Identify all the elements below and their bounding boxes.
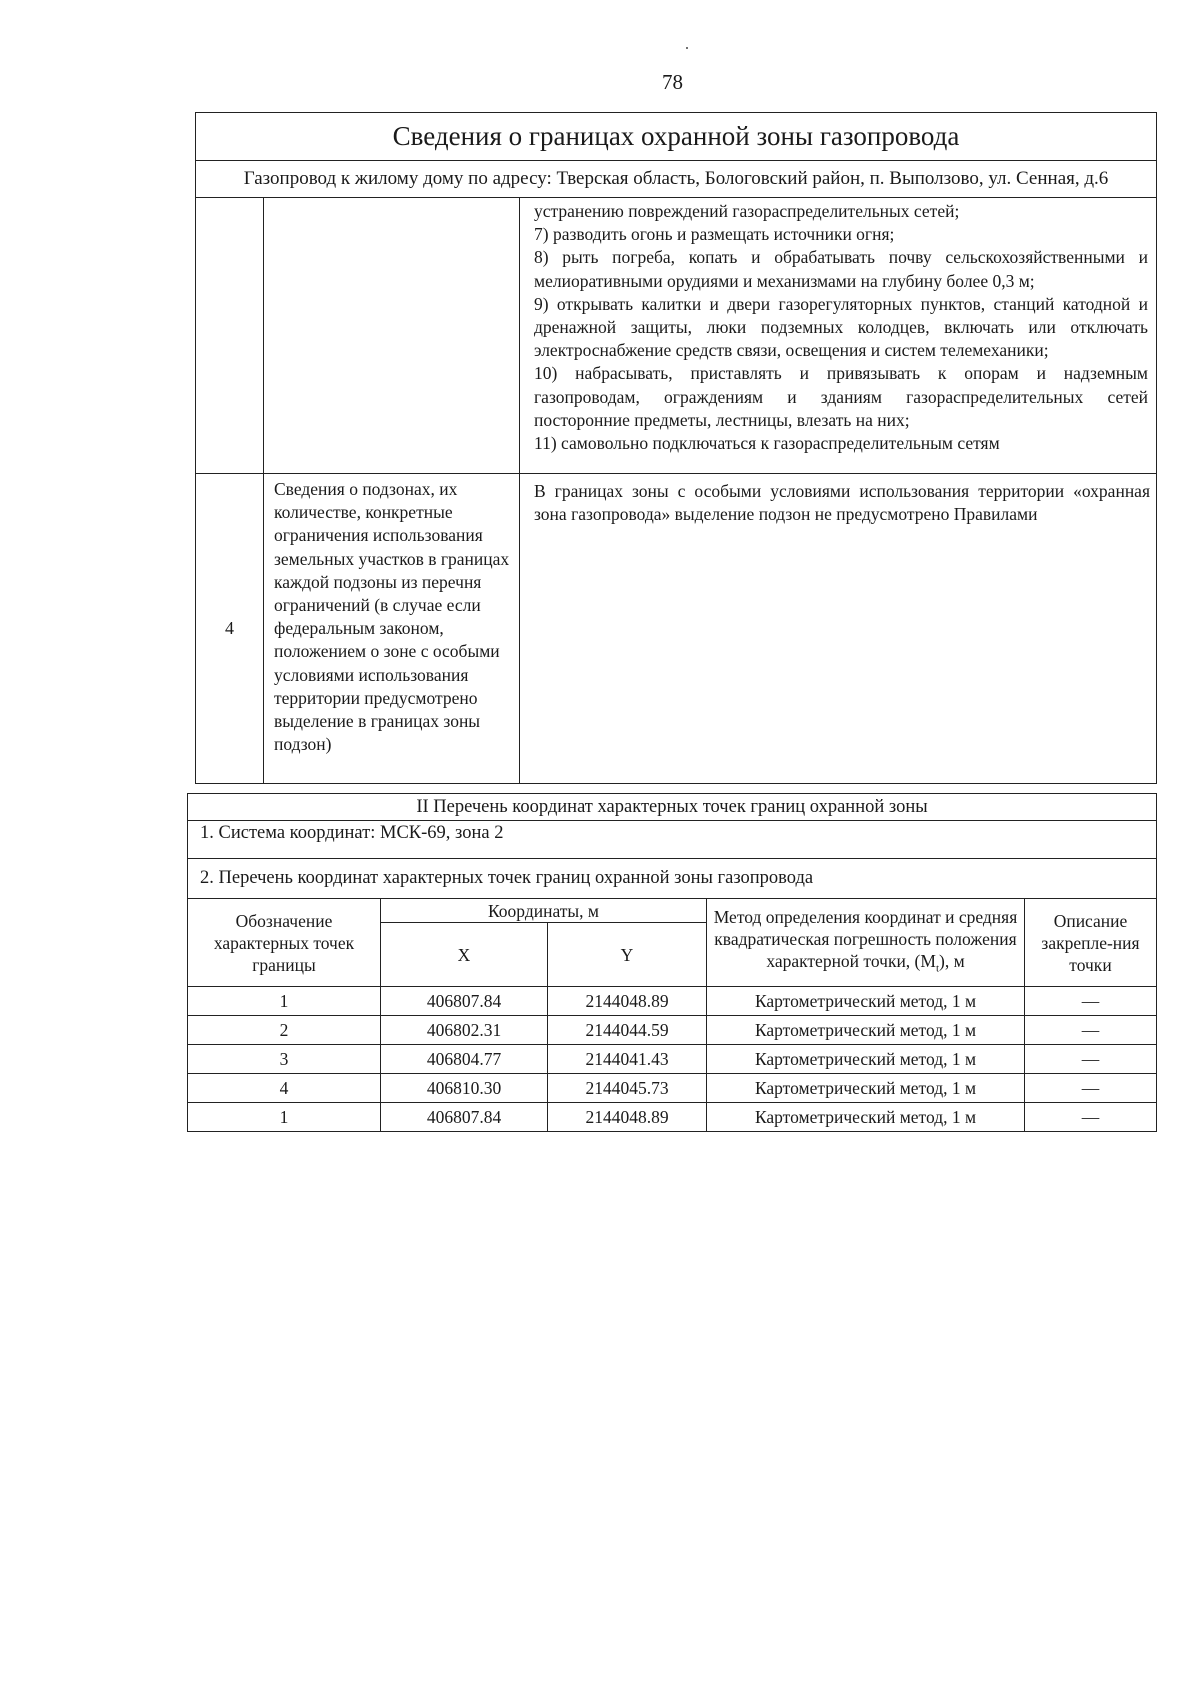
coordinate-list-title: 2. Перечень координат характерных точек границ охранной зоны газопровода	[188, 859, 1157, 899]
method-cell: Картометрический метод, 1 м	[707, 987, 1025, 1016]
fixing-cell: —	[1025, 1045, 1157, 1074]
restriction-item: 8) рыть погреба, копать и обрабатывать почву сельскохозяйственными и мелиоративными орудиями и механизмами на глубину более 0,3 м;	[534, 247, 1148, 291]
x-cell: 406807.84	[381, 1103, 548, 1132]
header-point: Обозначение характерных точек границы	[188, 899, 381, 987]
method-cell: Картометрический метод, 1 м	[707, 1016, 1025, 1045]
restriction-item: 7) разводить огонь и размещать источники огня;	[534, 224, 895, 245]
y-cell: 2144041.43	[548, 1045, 707, 1074]
document-title: Сведения о границах охранной зоны газопровода	[196, 113, 1157, 161]
point-cell: 3	[188, 1045, 381, 1074]
y-cell: 2144044.59	[548, 1016, 707, 1045]
header-coordinates: Координаты, м	[381, 899, 707, 923]
x-cell: 406802.31	[381, 1016, 548, 1045]
restriction-item: устранению повреждений газораспределительных сетей;	[534, 201, 960, 221]
fixing-cell: —	[1025, 1103, 1157, 1132]
table-row	[188, 1074, 1157, 1103]
method-cell: Картометрический метод, 1 м	[707, 1103, 1025, 1132]
fixing-cell: —	[1025, 987, 1157, 1016]
point-cell: 1	[188, 987, 381, 1016]
y-cell: 2144048.89	[548, 1103, 707, 1132]
section-2-heading: II Перечень координат характерных точек границ охранной зоны	[188, 794, 1157, 821]
table-row	[188, 1045, 1157, 1074]
x-cell: 406804.77	[381, 1045, 548, 1074]
restriction-item: 10) набрасывать, приставлять и привязывать к опорам и надземным газопроводам, ограждениям и зданиям газораспределительных сетей посторонние предметы, лестницы, влезать на них;	[534, 363, 1148, 430]
y-cell: 2144045.73	[548, 1074, 707, 1103]
header-method: Метод определения координат и средняя квадратическая погрешность положения характерной точки, $(M_t)$, м	[707, 899, 1025, 987]
x-cell: 406807.84	[381, 987, 548, 1016]
method-cell: Картометрический метод, 1 м	[707, 1045, 1025, 1074]
empty-label-cell	[264, 198, 520, 474]
point-cell: 2	[188, 1016, 381, 1045]
point-cell: 4	[188, 1074, 381, 1103]
y-cell: 2144048.89	[548, 987, 707, 1016]
coordinates-table	[187, 793, 1157, 1132]
fixing-cell: —	[1025, 1074, 1157, 1103]
scan-speck	[686, 47, 688, 49]
fixing-cell: —	[1025, 1016, 1157, 1045]
table-row	[188, 1016, 1157, 1045]
point-cell: 1	[188, 1103, 381, 1132]
restrictions-continued	[520, 198, 1157, 474]
empty-number-cell	[196, 198, 264, 474]
restriction-item: 11) самовольно подключаться к газораспределительным сетям	[534, 433, 1000, 454]
page-number: 78	[662, 70, 683, 94]
table-row	[188, 1103, 1157, 1132]
header-y: Y	[548, 923, 707, 987]
header-fixing: Описание закрепле-ния точки	[1025, 899, 1157, 987]
restriction-item: 9) открывать калитки и двери газорегуляторных пунктов, станций катодной и дренажной защиты, люки подземных колодцев, включать или отключать электроснабжение средств связи, освещения и систем телемеханики;	[534, 293, 1148, 361]
method-cell: Картометрический метод, 1 м	[707, 1074, 1025, 1103]
gas-pipeline-address: Газопровод к жилому дому по адресу: Тверская область, Бологовский район, п. Выползово, ул. Сенная, д.6	[196, 161, 1157, 198]
zone-info-table	[195, 112, 1157, 784]
subzone-label: Сведения о подзонах, их количестве, конкретные ограничения использования земельных участков в границах каждой подзоны из перечня ограничений (в случае если федеральным законом, положением о зоне с особыми условиями использования территории предусмотрено выделение в границах зоны подзон)	[264, 474, 520, 784]
table-row	[188, 987, 1157, 1016]
coordinate-system: 1. Система координат: МСК-69, зона 2	[188, 821, 1157, 859]
subzone-value: В границах зоны с особыми условиями использования территории «охранная зона газопровода» выделение подзон не предусмотрено Правилами	[520, 474, 1157, 784]
header-x: X	[381, 923, 548, 987]
row-number: 4	[196, 474, 264, 784]
x-cell: 406810.30	[381, 1074, 548, 1103]
